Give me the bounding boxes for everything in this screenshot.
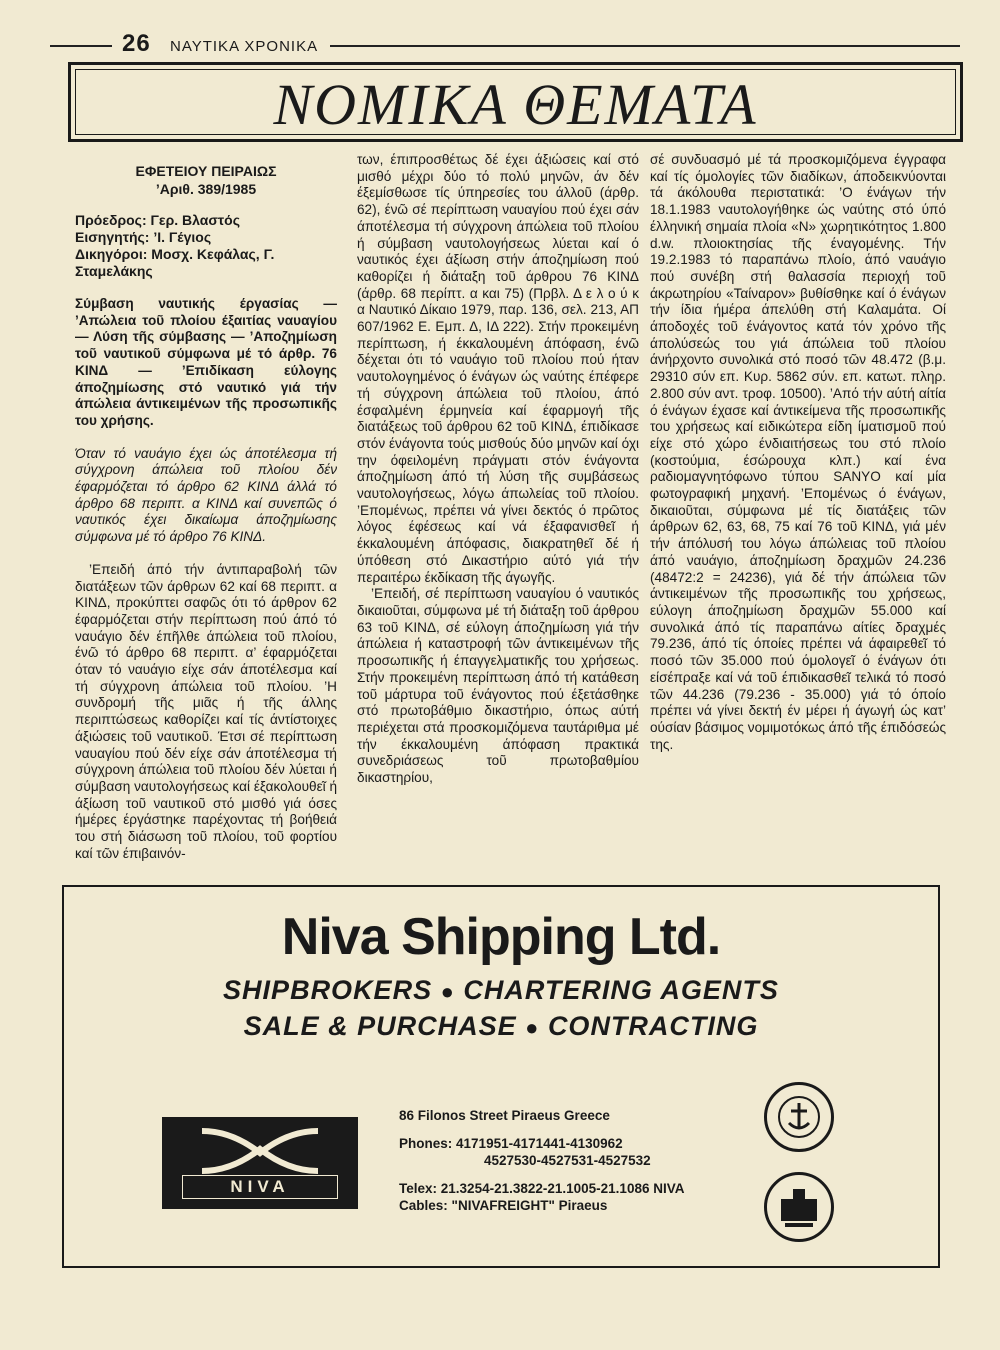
section-title-box — [68, 62, 963, 142]
telex-row — [399, 1180, 684, 1198]
ship-icon — [767, 1175, 831, 1239]
telex-numbers: 21.3254-21.3822-21.1005-21.1086 NIVA — [440, 1180, 685, 1196]
phones-2: 4527530-4527531-4527532 — [484, 1153, 651, 1168]
president: Πρόεδρος: Γερ. Βλαστός — [75, 212, 240, 228]
case-summary: Σύμβαση ναυτικής έργασίας — ’Απώλεια τοῦ πλοίου έξαιτίας ναυαγίου — Λύση τῆς σύμβασης — ’Αποζημίωση τοῦ ναυτικοῦ σύμφωνα μέ τό άρθρ. 76 ΚΙΝΔ — ’Επιδίκαση εύλογης άποζημίωσης στό ναυτικό γιά τήν άπώλεια άντικειμένων τῆς προσωπικῆς του χρήσης. — [75, 296, 337, 428]
cables-row — [399, 1197, 684, 1215]
article-column-2 — [357, 152, 639, 787]
cables-address: "NIVAFREIGHT" Piraeus — [451, 1198, 608, 1213]
niva-logo — [162, 1117, 358, 1209]
bullet-icon: ● — [440, 978, 455, 1004]
association-seal-icon — [764, 1082, 834, 1152]
service-contracting: CONTRACTING — [547, 1011, 759, 1041]
phones-row — [399, 1135, 684, 1153]
ad-services-line-1 — [64, 975, 938, 1006]
paragraph: των, έπιπροσθέτως δέ έχει άξιώσεις καί στό μισθό μέχρι δύο τό πολύ μηνῶν, άν δέν έξεμίσθωσε τίς ύπηρεσίες του άλλοῦ (άρθρ. 62), ένῶ σέ περίπτωση ναυαγίου πού έχει σάν άποτέλεσμα τή σύγχρονη άπώλεια τοῦ πλοίου ή σύμβαση ναυτολογήσεως λύεται καί ό ναυτικός έχει άξίωση στήν άποζημίωση πού καθορίζει ή διάταξη τοῦ άρθρου 76 ΚΙΝΔ (άρθρ. 68 περίπτ. α και 75) (Πρβλ. Δ ε λ ο ύ κ α Ναυτικό Δίκαιο 1979, παρ. 136, σελ. 213, ΑΠ 607/1962 Ε. Εμπ. Δ, ΙΔ 222). Στήν προκειμένη περίπτωση, ή έκκαλουμένη άπόφαση, ένῶ δέχεται ότι τό ναυάγιο τοῦ πλοίου πού ήταν ναυτολογημένος ό ένάγων ώς ναύτης έπέφερε τή σύγχρονη άπώλεια τοῦ πλοίου, άπό έσφαλμένη έρμηνεία καί έφαρμογή τῆς διατάξεως τοῦ άρθρου 62 τοῦ ΚΙΝΔ, έπιδίκασε στόν ένάγοντα τούς μισθούς δύο μηνῶν καί όχι την όφειλομένη πράγματι στόν ένάγοντα άποζημίωση άπό τή λύση τῆς συμβάσεως ναυτολογήσεως, λόγω άπωλείας τοῦ πλοίου. ’Επομένως, πρέπει νά γίνει δεκτός ό πρῶτος λόγος έφέσεως καί νά έξαφανισθεῖ ή έκκαλουμένη άπόφασις, διακρατηθεῖ δέ ή ύπόθεση στό Δικαστήριο αύτό γιά τήν περαιτέρω έκδίκαση τῆς άγωγῆς. — [357, 152, 639, 585]
page-header — [50, 30, 960, 60]
telex-label: Telex: — [399, 1180, 438, 1196]
header-rule-right — [330, 45, 960, 47]
contact-details — [399, 1107, 684, 1215]
service-sale-purchase: SALE & PURCHASE — [243, 1011, 517, 1041]
article-column-1 — [75, 152, 337, 863]
lawyers: Δικηγόροι: Μοσχ. Κεφάλας, Γ. Σταμελάκης — [75, 246, 275, 279]
logo-text: NIVA — [182, 1175, 338, 1199]
bullet-icon: ● — [525, 1014, 540, 1040]
ad-services-line-2 — [64, 1011, 938, 1042]
page-number: 26 — [122, 30, 151, 57]
decision-number: ’Αριθ. 389/1985 — [155, 181, 257, 197]
case-abstract: Όταν τό ναυάγιο έχει ώς άποτέλεσμα τή σύγχρονη άπώλεια τοῦ πλοίου δέν έφαρμόζεται τό άρθρο 62 ΚΙΝΔ άλλά τό άρθρο 68 περιπτ. α ΚΙΝΔ καί συνεπῶς ό ναυτικός έχει δικαίωμα άποζημίωσης σύμφωνα μέ τό άρθρο 76 ΚΙΝΔ. — [75, 445, 337, 545]
paragraph: σέ συνδυασμό μέ τά προσκομιζόμενα έγγραφα καί τίς όμολογίες τῶν διαδίκων, άποδεικνύονται τά άκόλουθα περιστατικά: ’Ο ένάγων τήν 18.1.1983 ναυτολογήθηκε ώς ναύτης στό ύπό έλληνική σημαία πλοία «Ν» χωρητικότητος 1.800 d.w. πλοιοκτησίας τῆς έναγομένης. Τήν 19.2.1983 τό παραπάνω πλοίο, άπό ναυάγιο πού συνέβη στή θαλασσία περιοχή τοῦ άκρωτηρίου «Ταίναρον» βυθίσθηκε καί ό ένάγων τήν ίδια ήμέρα άπελύθη στή Καλαμάτα. Οί άποδοχές τοῦ ένάγοντος κατά τόν χρόνο τῆς άπολύσεώς του γιά άπώλεια τοῦ πλοίου άνήρχοντο συνολικά στό ποσό τῶν 48.472 (β.μ. 29310 σύν επ. Κυρ. 5862 σύν. επ. κατωτ. πληρ. 2.800 σύν αντ. τροφ. 10500). ’Από τήν αύτή αίτία ό ένάγων έχασε καί άντικείμενα τῆς προσωπικῆς του χρήσεως καί ειδικώτερα είδη ίματισμοῦ πού είχε στό χώρο ένδιαιτήσεως του στό πλοίο (κοστούμια, έσώρουχα κλπ.) καί ένα ραδιομαγνητόφωνο τύπου SANYO καί μία φωτογραφική μηχανή. ’Επομένως ό ένάγων, δικαιοῦται, σύμφωνα μέ τίς διατάξεις τῶν άρθρων 62, 63, 68, 75 καί 76 τοῦ ΚΙΝΔ, γιά μέν τήν άπόλυσή του λόγω άπώλειας τοῦ πλοίου άπό ναυάγιο, άποζημίωση δραχμῶν 24.236 (48472:2 = 24236), γιά δέ τήν άπώλεια τῶν άντικειμένων τῆς προσωπικῆς του χρήσεως, εύλογη άποζημίωση δραχμῶν 55.000 καί συνολικά άπό τίς παραπάνω αίτίες δραχμές 79.236, άπό τίς όποίες πρέπει νά άφαιρεθεῖ τό ποσό τῶν 35.000 πού όμολογεῖ ό ένάγων ότι είσέπραξε καί νά τοῦ έπιδικασθεῖ τελικά τό ποσό τῶν 44.236 (79.236 - 35.000) γιά τό όποίο πρέπει νά γίνει δεκτή έν μέρει ή άγωγή ώς κατ’ ούσίαν βάσιμος νομιμοτόκως άπό τῆς έπιδόσεώς της. — [650, 152, 946, 752]
paragraph: ’Επειδή άπό τήν άντιπαραβολή τῶν διατάξεων τῶν άρθρων 62 καί 68 περιπτ. α ΚΙΝΔ, προκύπτει σαφῶς ότι τό άρθρον 62 έφαρμόζεται στήν περίπτωση πού άπό τό ναυάγιο δέν έπῆλθε άπώλεια τοῦ πλοίου, ένῶ τό άρθρο 68 περιπτ. α’ έφαρμόζεται όταν τό ναυάγιο είχε σάν άποτέλεσμα καί τή σύγχρονη άπώλεια τοῦ πλοίου. ’Η συνδρομή τῆς μιᾶς ή τῆς άλλης περιπτώσεως καθορίζει καί τίς άντίστοιχες άξιώσεις τοῦ ναυτικοῦ. Έτσι σέ περίπτωση ναυαγίου πού δέν είχε σάν άποτέλεσμα τή σύγχρονη άπώλεια τοῦ πλοίου δέν λύεται ή σύμβαση ναυτολογήσεως καί έξακολουθεῖ ή άξίωση τοῦ ναυτικοῦ στό μισθό γιά όσες ήμέρες έργάστηκε παρέχοντας τή βοήθειά του στή διάσωση τοῦ πλοίου, τοῦ φορτίου καί τῶν έπιβαινόν- — [75, 561, 337, 861]
address: 86 Filonos Street Piraeus Greece — [399, 1108, 610, 1123]
ship-seal-icon — [764, 1172, 834, 1242]
header-rule-left — [50, 45, 112, 47]
court-name: ΕΦΕΤΕΙΟΥ ΠΕΙΡΑΙΩΣ — [135, 163, 277, 179]
section-title: ΝΟΜΙΚΑ ΘΕΜΑΤΑ — [273, 72, 758, 137]
phones-label: Phones: — [399, 1135, 453, 1151]
service-chartering: CHARTERING AGENTS — [463, 975, 779, 1005]
rapporteur: Εισηγητής: ’Ι. Γέγιος — [75, 229, 212, 245]
paragraph: ’Επειδή, σέ περίπτωση ναυαγίου ό ναυτικός δικαιοῦται, σύμφωνα μέ τή διάταξη τοῦ άρθρου 63 τοῦ ΚΙΝΔ, σέ εύλογη άποζημίωση γιά τήν άπώλεια ή καταστροφή τῶν άντικειμένων τῆς προσωπικῆς ή έπαγγελματικῆς του χρήσεως. Στήν προκειμένη περίπτωση άπό τή κατάθεση τοῦ μάρτυρα τοῦ ένάγοντος πού έξετάσθηκε στό πρωτοβάθμιο δικαστήριο, όπως αύτή περιέχεται στά προσκομιζόμενα ταυτάριθμα μέ τήν έκκαλουμένη άπόφαση πρακτικά συνεδριάσεως τοῦ πρωτοβαθμίου δικαστηρίου, — [357, 586, 639, 786]
court-composition — [75, 212, 337, 280]
magazine-name: ΝΑΥΤΙΚΑ ΧΡΟΝΙΚΑ — [170, 38, 319, 55]
ad-company-name: Niva Shipping Ltd. — [281, 908, 721, 966]
advertisement — [62, 885, 940, 1268]
article-column-3 — [650, 152, 946, 753]
anchor-icon — [767, 1085, 831, 1149]
phones-1: 4171951-4171441-4130962 — [456, 1135, 623, 1151]
cables-label: Cables: — [399, 1198, 448, 1213]
service-shipbrokers: SHIPBROKERS — [223, 975, 433, 1005]
